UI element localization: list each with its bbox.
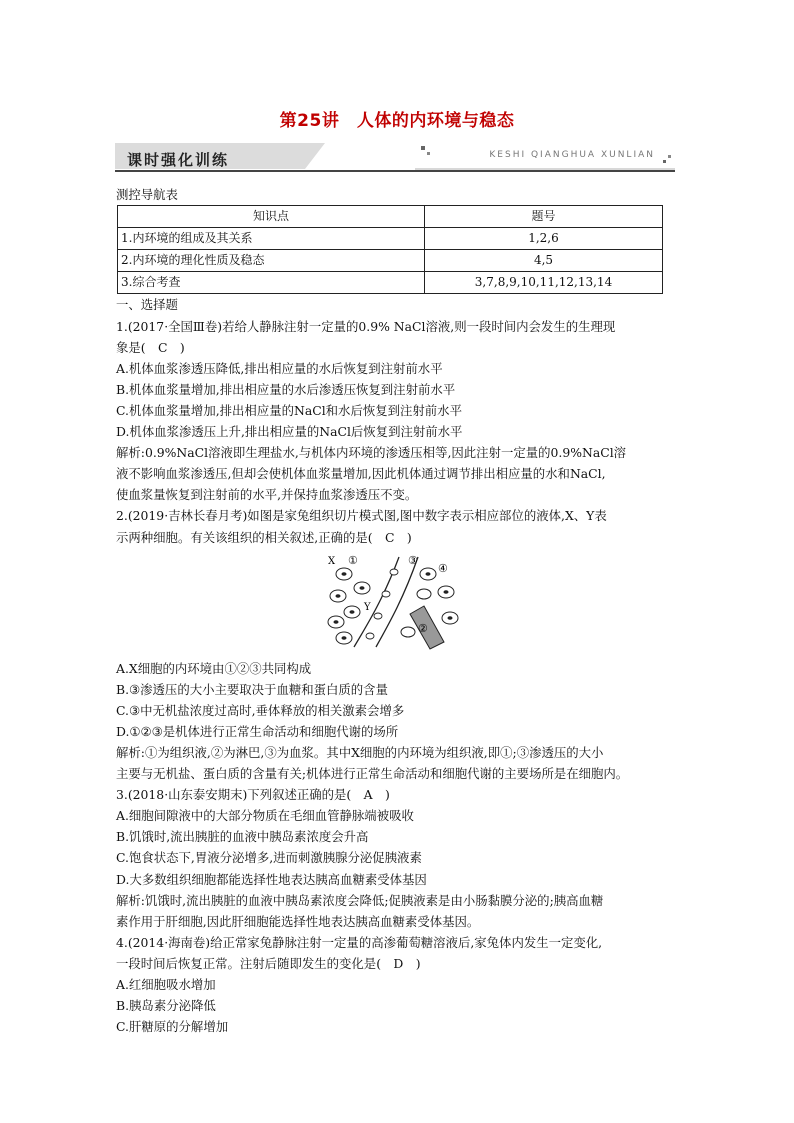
q1-analysis: 解析:0.9%NaCl溶液即生理盐水,与机体内环境的渗透压相等,因此注射一定量的0.9%NaCl溶 [116,445,627,461]
banner-subtitle: KESHI QIANGHUA XUNLIAN [489,150,655,160]
nav-table-header [118,206,663,228]
nav-table-caption: 测控导航表 [116,187,178,202]
q1-option-c: C.机体血浆量增加,排出相应量的NaCl和水后恢复到注射前水平 [116,402,462,418]
page-title: 第25讲 人体的内环境与稳态 [279,111,515,131]
label-4: ④ [438,561,448,575]
nav-table [117,205,663,294]
label-1: ① [348,553,358,567]
q3-option-d: D.大多数组织细胞都能选择性地表达胰高血糖素受体基因 [116,871,427,887]
q4-option-b: B.胰岛素分泌降低 [116,998,216,1014]
q2-option-a: A.X细胞的内环境由①②③共同构成 [116,660,312,676]
q2-stem: 示两种细胞。有关该组织的相关叙述,正确的是( C ) [116,529,412,545]
q3-option-a: A.细胞间隙液中的大部分物质在毛细血管静脉端被吸收 [116,808,414,824]
q4-stem: 一段时间后恢复正常。注射后随即发生的变化是( D ) [116,955,421,971]
tissue-diagram [116,552,678,652]
label-y: Y [364,601,371,613]
q2-stem: 2.(2019·吉林长春月考)如图是家兔组织切片模式图,图中数字表示相应部位的液体,X、Y表 [116,508,607,524]
q2-analysis: 主要与无机盐、蛋白质的含量有关;机体进行正常生命活动和细胞代谢的主要场所是在细胞内。 [116,766,629,782]
table-row [118,228,663,250]
q1-option-a: A.机体血浆渗透压降低,排出相应量的水后恢复到注射前水平 [116,360,443,376]
banner-title: 课时强化训练 [127,151,230,169]
q1-option-b: B.机体血浆量增加,排出相应量的水后渗透压恢复到注射前水平 [116,381,456,397]
nav-topic: 1.内环境的组成及其关系 [118,228,425,250]
q2-analysis: 解析:①为组织液,②为淋巴,③为血浆。其中X细胞的内环境为组织液,即①;③渗透压的大小 [116,744,604,760]
q3-analysis: 解析:饥饿时,流出胰脏的血液中胰岛素浓度会降低;促胰液素是由小肠黏膜分泌的;胰高血糖 [116,892,604,908]
q1-stem: 象是( C ) [116,339,185,355]
nav-header-nums: 题号 [425,206,663,228]
nav-header-topic: 知识点 [118,206,425,228]
nav-nums: 3,7,8,9,10,11,12,13,14 [425,272,663,294]
q2-option-c: C.③中无机盐浓度过高时,垂体释放的相关激素会增多 [116,702,405,718]
q1-analysis: 液不影响血浆渗透压,但却会使机体血浆量增加,因此机体通过调节排出相应量的水和NaCl, [116,466,606,482]
q1-option-d: D.机体血浆渗透压上升,排出相应量的NaCl后恢复到注射前水平 [116,424,463,440]
section-heading: 一、选择题 [116,297,178,313]
q4-option-a: A.红细胞吸水增加 [116,977,216,992]
q3-analysis: 素作用于肝细胞,因此肝细胞能选择性地表达胰高血糖素受体基因。 [116,913,480,929]
q1-stem: 1.(2017·全国Ⅲ卷)若给人静脉注射一定量的0.9% NaCl溶液,则一段时间内会发生的生理现 [116,318,616,334]
label-2: ② [418,621,428,635]
nav-topic: 3.综合考查 [118,272,425,294]
nav-nums: 4,5 [425,250,663,272]
nav-nums: 1,2,6 [425,228,663,250]
q3-option-c: C.饱食状态下,胃液分泌增多,进而刺激胰腺分泌促胰液素 [116,850,422,866]
q4-option-c: C.肝糖原的分解增加 [116,1019,229,1035]
label-3: ③ [408,553,418,567]
q2-option-b: B.③渗透压的大小主要取决于血糖和蛋白质的含量 [116,681,388,697]
q1-analysis: 使血浆量恢复到注射前的水平,并保持血浆渗透压不变。 [116,487,418,503]
q4-stem: 4.(2014·海南卷)给正常家兔静脉注射一定量的高渗葡萄糖溶液后,家兔体内发生一定变化, [116,934,603,950]
q3-stem: 3.(2018·山东泰安期末)下列叙述正确的是( A ) [116,787,390,803]
q3-option-b: B.饥饿时,流出胰脏的血液中胰岛素浓度会升高 [116,829,369,845]
nav-topic: 2.内环境的理化性质及稳态 [118,250,425,272]
tissue-diagram-svg [324,552,464,652]
section-banner [115,140,675,174]
content [116,184,678,1037]
label-x: X [328,555,336,567]
table-row [118,272,663,294]
table-row [118,250,663,272]
q2-option-d: D.①②③是机体进行正常生命活动和细胞代谢的场所 [116,723,399,739]
